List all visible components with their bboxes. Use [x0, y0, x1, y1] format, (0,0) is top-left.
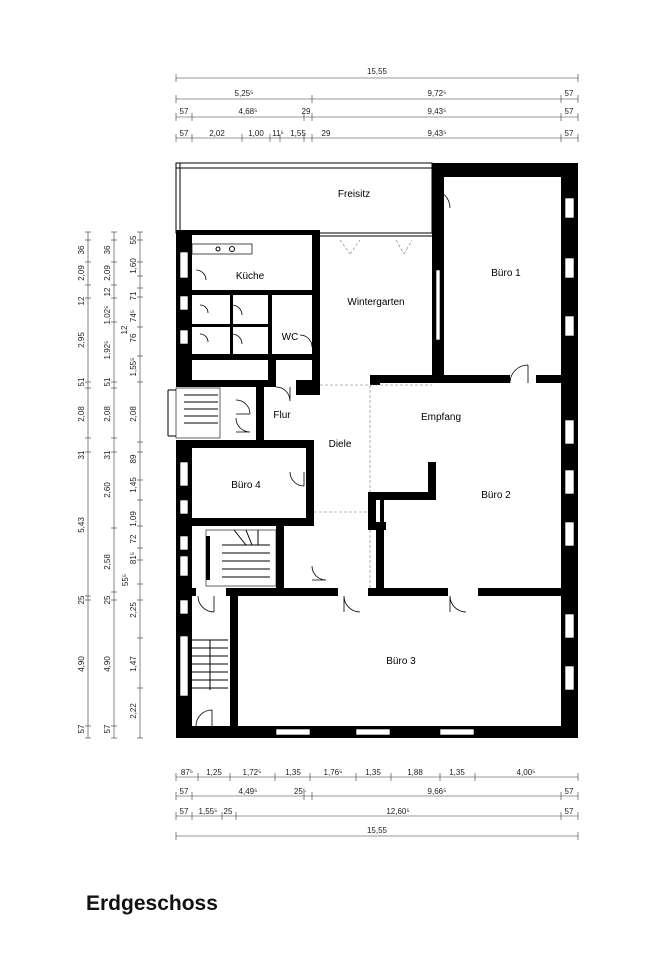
dim-left-3-14: 2,25: [129, 602, 138, 618]
dim-top-2c: 57: [564, 89, 574, 98]
dim-left-1-0: 36: [77, 245, 86, 255]
room-buero2: Büro 2: [481, 490, 511, 501]
dim-top-total: 15,55: [366, 67, 388, 76]
dim-left-1-3: 2,95: [77, 332, 86, 348]
dim-left-2-5: 51: [103, 377, 112, 387]
dim-top-3a: 57: [179, 107, 189, 116]
dim-bottom-1a: 87⁵: [180, 768, 194, 777]
wall-east: [561, 163, 578, 738]
dim-bottom-1c: 1,72⁵: [242, 768, 262, 777]
dim-left-2-1: 2,09: [103, 265, 112, 281]
dim-left-2-2: 12: [103, 287, 112, 297]
dim-left-3-7: 2,08: [129, 406, 138, 422]
dim-top-3d: 9,43⁵: [427, 107, 447, 116]
dim-left-1-7: 5,43: [77, 517, 86, 533]
dim-bottom-1i: 4,00⁵: [516, 768, 536, 777]
dim-bottom-3c: 25: [223, 807, 233, 816]
dim-left-2-4: 1,92⁵: [103, 340, 112, 360]
dim-left-1-9: 4,90: [77, 656, 86, 672]
dim-left-3-13: 55⁵: [121, 573, 130, 587]
dim-left-3-0: 55: [129, 235, 138, 245]
dim-bottom-1d: 1,35: [285, 768, 301, 777]
dim-left-1-1: 2,09: [77, 265, 86, 281]
room-wintergarten: Wintergarten: [347, 297, 405, 308]
top-dimension-lines: [176, 67, 578, 142]
dim-left-3-6: 1,55⁵: [129, 357, 138, 377]
dim-bottom-2e: 57: [564, 787, 574, 796]
dim-top-2b: 9,72⁵: [427, 89, 447, 98]
dim-left-2-12: 57: [103, 724, 112, 734]
dim-bottom-2a: 57: [179, 787, 189, 796]
dim-left-3-3: 74⁵: [129, 309, 138, 323]
dim-bottom-1h: 1,35: [449, 768, 465, 777]
dim-top-2a: 5,25⁵: [234, 89, 254, 98]
room-wc: WC: [281, 332, 299, 343]
stairs-north: [176, 388, 220, 438]
room-buero4: Büro 4: [231, 480, 261, 491]
dim-left-1-10: 57: [77, 724, 86, 734]
dim-left-1-8: 25: [77, 595, 86, 605]
dim-bottom-2d: 9,66⁵: [427, 787, 447, 796]
room-buero1: Büro 1: [491, 268, 521, 279]
dim-bottom-1e: 1,76⁵: [323, 768, 343, 777]
dim-left-3-12: 81⁵: [129, 551, 138, 565]
kitchen-counter: [192, 244, 252, 254]
room-kueche: Küche: [235, 271, 265, 282]
dim-left-2-7: 31: [103, 450, 112, 460]
dim-bottom-3b: 1,55⁵: [198, 807, 218, 816]
stairs-middle: [206, 530, 276, 586]
dim-bottom-2b: 4,49⁵: [238, 787, 258, 796]
dim-bottom-3e: 57: [564, 807, 574, 816]
dim-left-2-0: 36: [103, 245, 112, 255]
dim-bottom-3d: 12,60⁵: [386, 807, 410, 816]
room-diele: Diele: [328, 439, 352, 450]
dim-top-4a: 57: [179, 129, 189, 138]
room-flur: Flur: [273, 410, 291, 421]
room-empfang: Empfang: [420, 412, 462, 423]
dim-left-3-11: 72: [129, 534, 138, 544]
dim-top-4c: 1,00: [248, 129, 264, 138]
dim-top-4b: 2,02: [209, 129, 225, 138]
dim-top-4d: 11⁵: [272, 129, 284, 138]
dim-left-2-10: 25: [103, 595, 112, 605]
building: [168, 163, 578, 738]
dim-top-4h: 57: [564, 129, 574, 138]
dim-bottom-1f: 1,35: [365, 768, 381, 777]
dim-bottom-1g: 1,88: [407, 768, 423, 777]
dim-left-1-4: 51: [77, 377, 86, 387]
wall-north-buero1: [432, 163, 578, 177]
dim-left-2-11: 4,90: [103, 656, 112, 672]
dim-left-1-5: 2,08: [77, 406, 86, 422]
plan-title: Erdgeschoss: [86, 892, 218, 915]
dim-bottom-1b: 1,25: [206, 768, 222, 777]
dim-left-2-6: 2,08: [103, 406, 112, 422]
dim-top-3b: 4,68⁵: [238, 107, 258, 116]
dim-bottom-total: 15,55: [366, 826, 388, 835]
dim-top-4g: 9,43⁵: [427, 129, 447, 138]
bottom-dimension-lines: [176, 768, 578, 840]
dim-top-4f: 29: [321, 129, 331, 138]
dim-left-3-15: 1,47: [129, 656, 138, 672]
dim-bottom-3a: 57: [179, 807, 189, 816]
left-dimension-lines: [77, 232, 143, 738]
dim-left-1-2: 12: [77, 296, 86, 306]
dim-left-3-5: 76: [129, 333, 138, 343]
dim-left-1-6: 31: [77, 450, 86, 460]
dim-left-3-2: 71: [129, 291, 138, 301]
freisitz-area: [176, 163, 432, 233]
dim-left-3-1: 1,60: [129, 258, 138, 274]
dim-left-3-10: 1,09: [129, 511, 138, 527]
dim-left-2-9: 2,58: [103, 554, 112, 570]
dim-bottom-2c: 25⁵: [293, 787, 307, 796]
room-freisitz: Freisitz: [337, 189, 371, 200]
dim-top-3c: 29: [301, 107, 311, 116]
dim-top-3e: 57: [564, 107, 574, 116]
dim-left-2-8: 2,60: [103, 482, 112, 498]
room-buero3: Büro 3: [386, 656, 416, 667]
dim-left-3-4: 12: [120, 325, 129, 335]
dim-top-4e: 1,55: [290, 129, 306, 138]
dim-left-3-16: 2,22: [129, 703, 138, 719]
stairs-south: [192, 640, 228, 690]
dim-left-2-3: 1,02⁵: [103, 305, 112, 325]
dim-left-3-8: 89: [129, 454, 138, 464]
dim-left-3-9: 1,45: [129, 477, 138, 493]
